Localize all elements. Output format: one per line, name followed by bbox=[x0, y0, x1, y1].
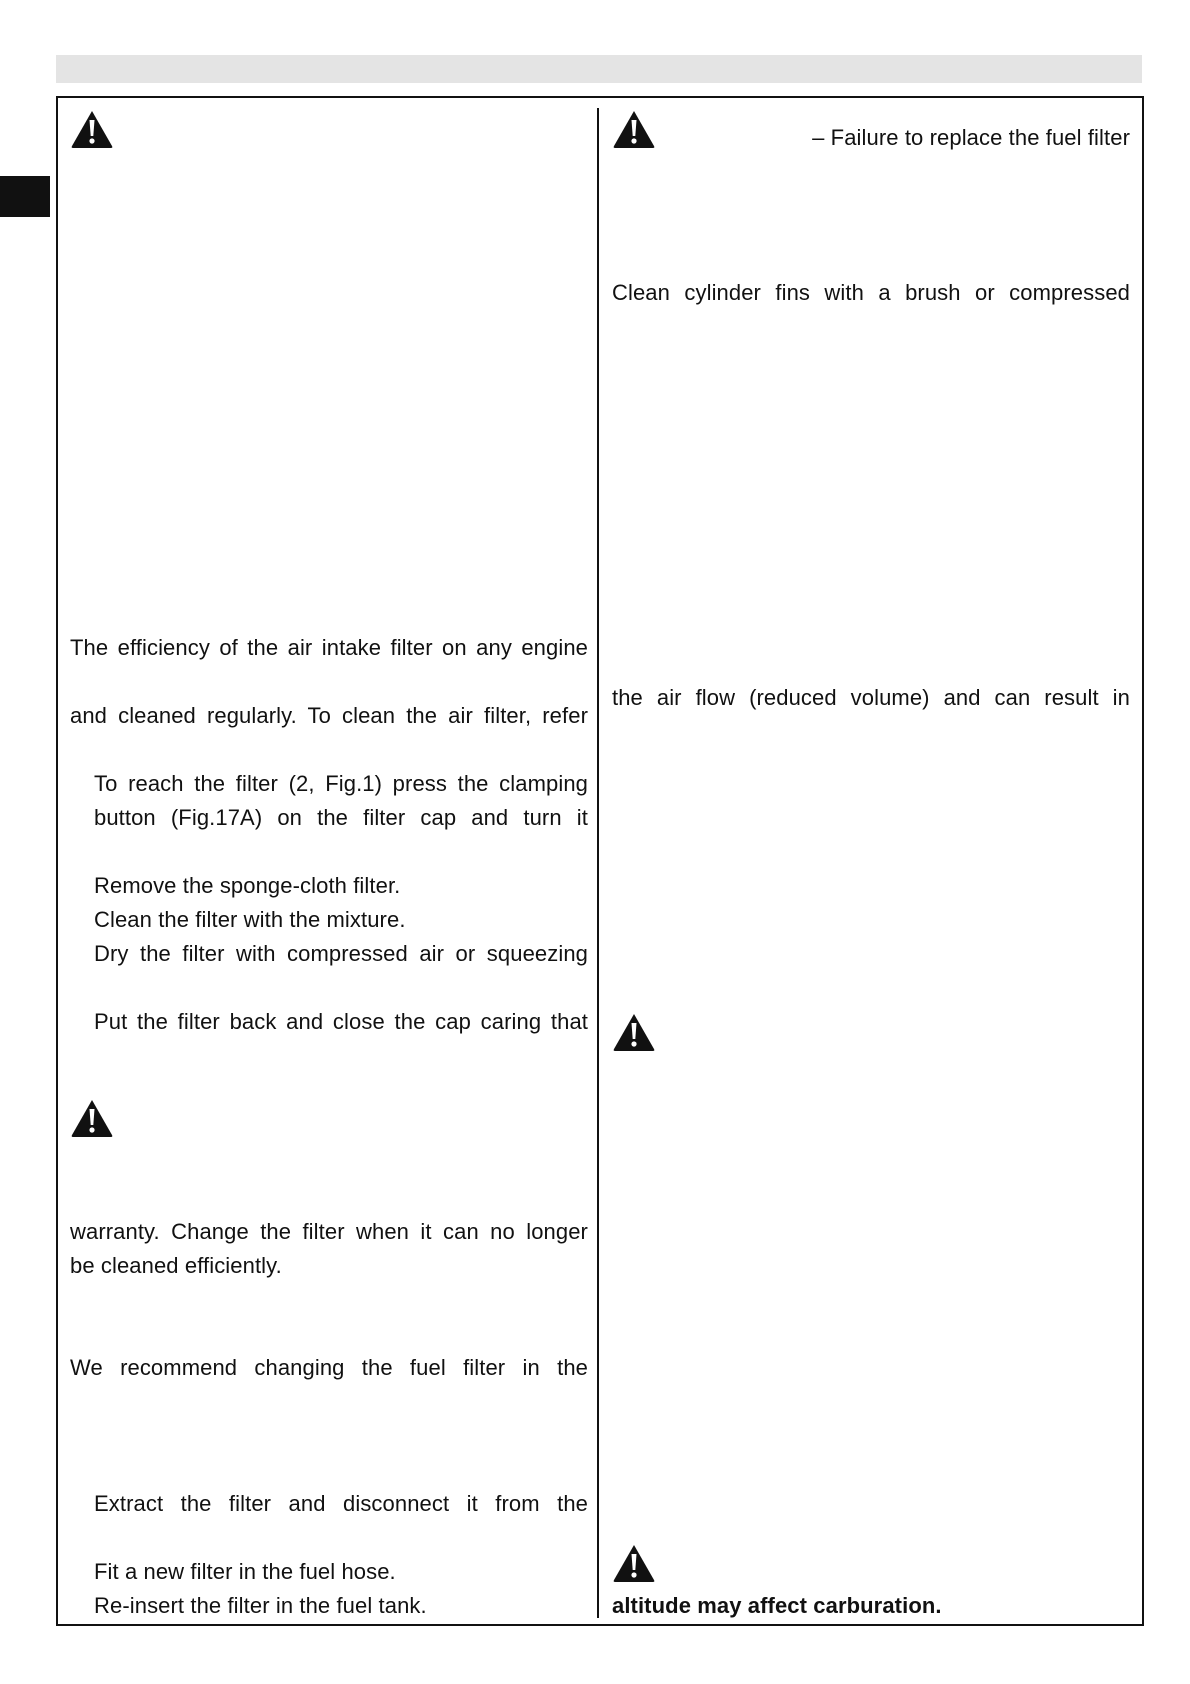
fuel-filter-recommendation: We recommend changing the fuel filter in the bbox=[70, 1355, 588, 1380]
clean-cylinder-fins: Clean cylinder fins with a brush or compressed bbox=[612, 280, 1130, 305]
warranty-line2: be cleaned efficiently. bbox=[70, 1253, 282, 1278]
step-reach-filter-line1: To reach the filter (2, Fig.1) press the clamping bbox=[94, 771, 588, 796]
air-filter-intro-line2: and cleaned regularly. To clean the air filter, refer bbox=[70, 703, 588, 728]
altitude-warning: altitude may affect carburation. bbox=[612, 1593, 942, 1618]
air-filter-intro-line1: The efficiency of the air intake filter on any engine bbox=[70, 635, 588, 660]
step-dry-filter: Dry the filter with compressed air or squeezing bbox=[94, 941, 588, 966]
warranty-line1: warranty. Change the filter when it can no longer bbox=[70, 1219, 588, 1244]
warning-triangle-icon bbox=[70, 1098, 114, 1138]
fuel-filter-warning: – Failure to replace the fuel filter bbox=[812, 125, 1130, 150]
step-reach-filter-line2: button (Fig.17A) on the filter cap and turn it bbox=[94, 805, 588, 830]
column-divider bbox=[597, 108, 599, 1618]
content-frame bbox=[56, 96, 1144, 1626]
warning-triangle-icon bbox=[70, 109, 114, 149]
language-side-tab bbox=[0, 176, 50, 217]
step-extract-filter: Extract the filter and disconnect it from the bbox=[94, 1491, 588, 1516]
warning-triangle-icon bbox=[612, 1543, 656, 1583]
step-fit-new-filter: Fit a new filter in the fuel hose. bbox=[94, 1559, 396, 1584]
step-put-back-filter: Put the filter back and close the cap caring that bbox=[94, 1009, 588, 1034]
step-reinsert-filter: Re-insert the filter in the fuel tank. bbox=[94, 1593, 427, 1618]
air-flow-text: the air flow (reduced volume) and can result in bbox=[612, 685, 1130, 710]
step-remove-filter: Remove the sponge-cloth filter. bbox=[94, 873, 401, 898]
header-band bbox=[56, 55, 1142, 83]
step-clean-filter: Clean the filter with the mixture. bbox=[94, 907, 406, 932]
warning-triangle-icon bbox=[612, 1012, 656, 1052]
